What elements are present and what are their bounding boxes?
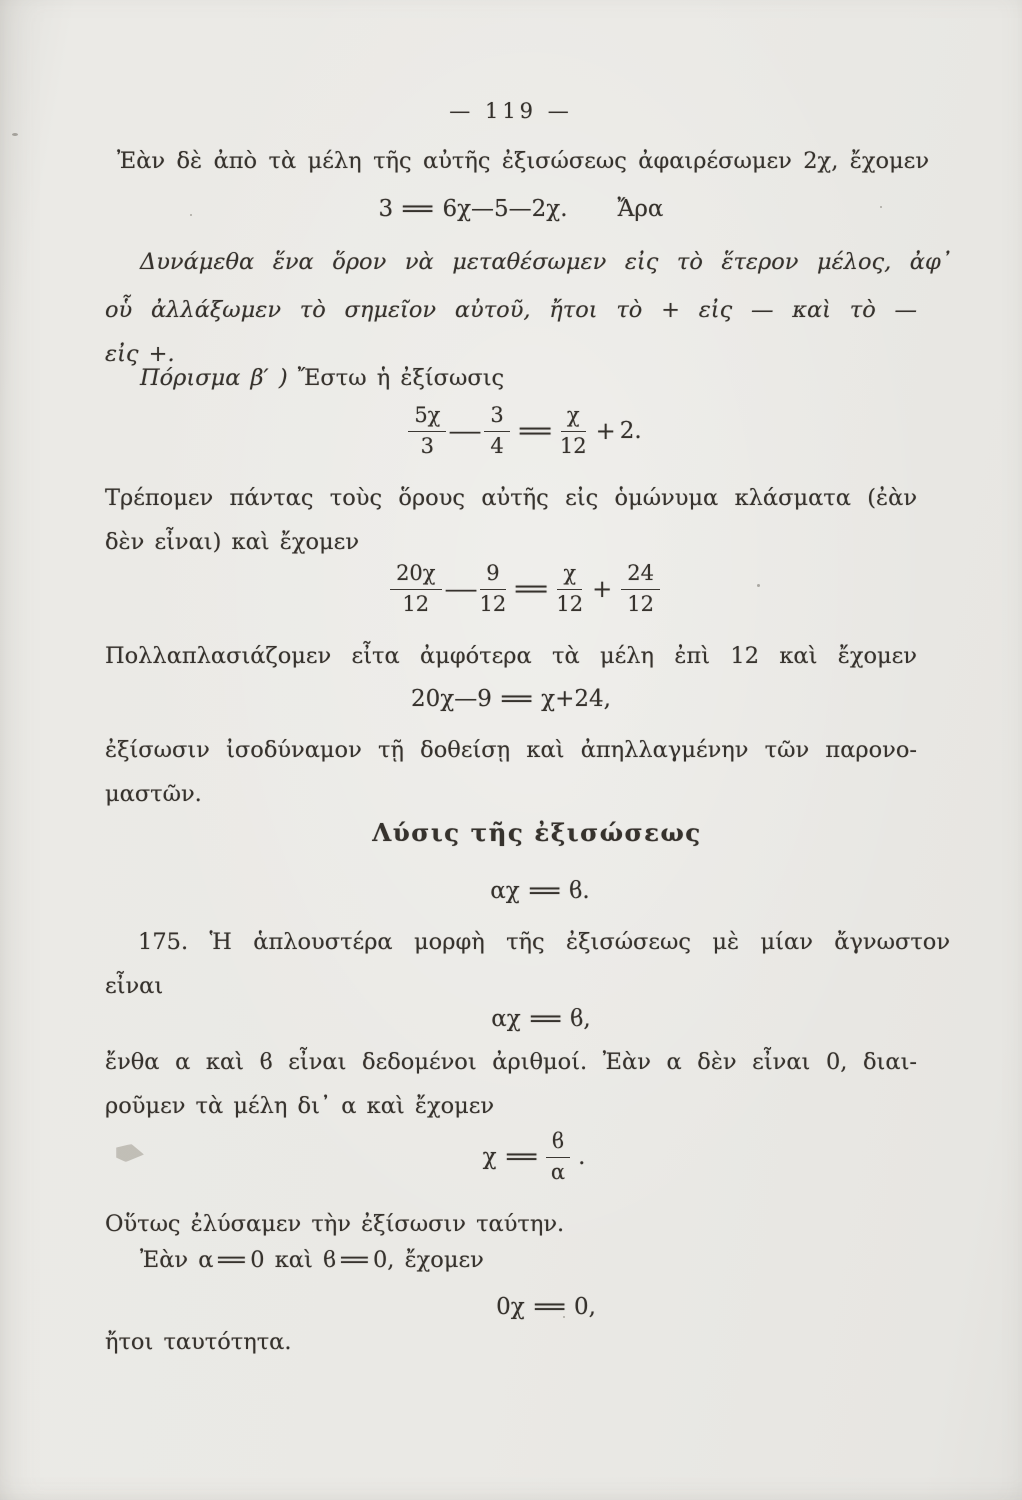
equation-1-rhs: 6χ—5—2χ. xyxy=(442,196,568,222)
fraction-numerator: χ xyxy=(561,404,586,432)
equation-8-rhs: 0, xyxy=(573,1294,596,1320)
equals-sign: = xyxy=(336,1247,373,1273)
equals-sign: = xyxy=(529,1294,570,1320)
section-heading: Λύσις τῆς ἐξισώσεως xyxy=(372,818,702,847)
paper-speck xyxy=(563,1316,565,1318)
paper-speck xyxy=(880,206,882,208)
fraction xyxy=(480,562,507,616)
equals-sign: = xyxy=(398,196,438,222)
fraction-denominator: 12 xyxy=(559,433,587,458)
fraction xyxy=(390,562,441,616)
fraction-denominator: 12 xyxy=(479,591,507,616)
equation-5-lhs: αχ xyxy=(490,878,520,904)
equals-sign: = xyxy=(213,1247,250,1273)
equation-7-lhs: χ xyxy=(482,1144,497,1171)
fraction xyxy=(621,562,660,616)
section-175-line-2: εἶναι xyxy=(105,973,164,999)
equation-6-lhs: αχ xyxy=(491,1006,521,1032)
equation-3 xyxy=(119,562,931,616)
condition-part-a: Ἐὰν α xyxy=(140,1247,214,1273)
section-175-line-1: 175. Ἡ ἁπλουστέρα μορφὴ τῆς ἐξισώσεως μὲ μίαν ἄγνωστον xyxy=(138,929,950,955)
fraction-denominator: α xyxy=(550,1159,566,1184)
paper-speck xyxy=(12,133,18,136)
equation-1-note: Ἄρα xyxy=(617,196,664,222)
minus-sign: — xyxy=(448,417,483,446)
equals-sign: = xyxy=(514,417,556,446)
rule-paragraph-line-2: οὗ ἀλλάξωμεν τὸ σημεῖον αὐτοῦ, ἤτοι τὸ + εἰς — καὶ τὸ — xyxy=(105,297,917,323)
plus-sign: + xyxy=(592,575,613,604)
equation-1 xyxy=(115,196,927,222)
equation-7 xyxy=(128,1130,940,1184)
equation-2-tail: 2. xyxy=(619,418,642,445)
equals-sign: = xyxy=(501,1144,541,1171)
fraction xyxy=(484,404,509,458)
body-line: μαστῶν. xyxy=(105,781,202,807)
fraction xyxy=(556,562,583,616)
rule-paragraph-line-3: εἰς +. xyxy=(105,341,175,367)
body-line: Οὕτως ἐλύσαμεν τὴν ἐξίσωσιν ταύτην. xyxy=(105,1211,565,1237)
body-line: Πολλαπλασιάζομεν εἶτα ἀμφότερα τὰ μέλη ἐπὶ 12 καὶ ἔχομεν xyxy=(105,643,917,669)
rule-paragraph-line-1: Δυνάμεθα ἕνα ὅρον νὰ μεταθέσωμεν εἰς τὸ ἕτερον μέλος, ἀφ᾽ xyxy=(140,249,952,275)
equation-4-lhs: 20χ—9 xyxy=(411,686,492,712)
equation-5 xyxy=(134,878,946,904)
fraction-numerator: 24 xyxy=(621,562,660,590)
fraction-numerator: χ xyxy=(557,562,582,590)
equals-sign: = xyxy=(496,686,537,712)
paragraph-intro: Ἐὰν δὲ ἀπὸ τὰ μέλη τῆς αὐτῆς ἐξισώσεως ἀφαιρέσωμεν 2χ, ἔχομεν xyxy=(117,148,929,174)
fraction-numerator: 3 xyxy=(484,404,509,432)
fraction-numerator: 20χ xyxy=(390,562,441,590)
fraction-denominator: 12 xyxy=(402,591,430,616)
equation-8 xyxy=(140,1294,952,1320)
equation-2 xyxy=(119,404,931,458)
paper-speck xyxy=(190,214,192,216)
fraction-numerator: ϐ xyxy=(546,1130,570,1158)
equation-7-tail: . xyxy=(578,1144,586,1171)
condition-part-c: 0, ἔχομεν xyxy=(372,1247,484,1273)
corollary-line xyxy=(105,364,952,393)
body-line: ἐξίσωσιν ἰσοδύναμον τῇ δοθείσῃ καὶ ἀπηλλαγμένην τῶν παρονο- xyxy=(105,737,917,763)
equation-6-rhs: ϐ, xyxy=(570,1006,591,1032)
equation-5-rhs: ϐ. xyxy=(569,878,590,904)
fraction-denominator: 4 xyxy=(490,433,504,458)
fraction-numerator: 9 xyxy=(480,562,505,590)
equals-sign: = xyxy=(525,1006,566,1032)
minus-sign: — xyxy=(443,575,478,604)
equation-4-rhs: χ+24, xyxy=(541,686,611,712)
condition-line xyxy=(105,1246,952,1275)
condition-part-b: 0 καὶ ϐ xyxy=(250,1247,337,1273)
body-line: Τρέπομεν πάντας τοὺς ὅρους αὐτῆς εἰς ὁμώνυμα κλάσματα (ἐὰν xyxy=(105,485,917,511)
corollary-text: Ἔστω ἡ ἐξίσωσις xyxy=(297,365,505,391)
fraction xyxy=(408,404,446,458)
page-number: — 119 — xyxy=(449,99,573,123)
equation-1-lhs: 3 xyxy=(378,196,394,222)
fraction-denominator: 12 xyxy=(627,591,654,616)
fraction-denominator: 3 xyxy=(420,433,435,458)
equals-sign: = xyxy=(524,878,565,904)
equation-6 xyxy=(135,1006,947,1032)
equation-4 xyxy=(105,686,917,712)
equals-sign: = xyxy=(510,575,552,604)
body-line: δὲν εἶναι) καὶ ἔχομεν xyxy=(105,529,359,555)
corollary-label: Πόρισμα β′ ) xyxy=(140,365,288,391)
fraction xyxy=(560,404,587,458)
body-line: ροῦμεν τὰ μέλη δι᾽ α καὶ ἔχομεν xyxy=(105,1093,495,1119)
equation-8-lhs: 0χ xyxy=(496,1294,525,1320)
body-line: ἔνθα α καὶ ϐ εἶναι δεδομένοι ἀριθμοί. Ἐὰν α δὲν εἶναι 0, διαι- xyxy=(105,1049,917,1075)
fraction-denominator: 12 xyxy=(556,591,584,616)
fraction-numerator: 5χ xyxy=(408,404,446,432)
plus-sign: + xyxy=(595,417,616,446)
body-line: ἤτοι ταυτότητα. xyxy=(105,1329,292,1355)
paper-speck xyxy=(757,584,760,587)
fraction xyxy=(546,1130,570,1184)
